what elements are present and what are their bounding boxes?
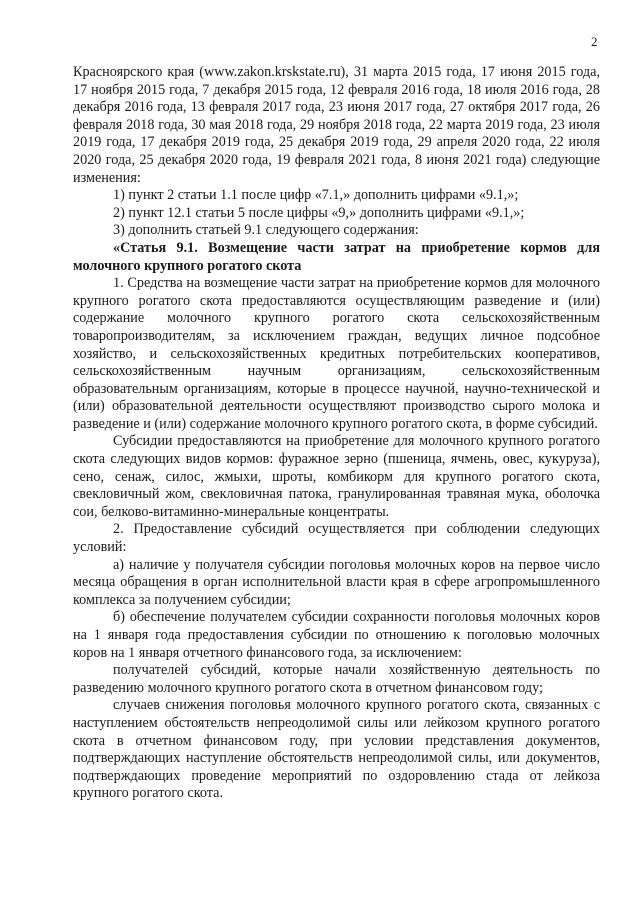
paragraph-continuation: Красноярского края (www.zakon.krskstate.ru), 31 марта 2015 года, 17 июня 2015 года, 17 ноября 2015 года, 7 декабря 2015 года, 12 февраля 2016 года, 18 июля 2016 года, 28 декабря 2016 года, 13 февраля 2017 года, 23 июня 2017 года, 27 октября 2017 года, 26 февраля 2018 года, 30 мая 2018 года, 29 ноября 2018 года, 22 марта 2019 года, 23 июля 2019 года, 17 декабря 2019 года, 25 декабря 2019 года, 29 апреля 2020 года, 22 июля 2020 года, 25 декабря 2020 года, 19 февраля 2021 года, 8 июня 2021 года) следующие изменения:: [73, 64, 600, 186]
page-number: 2: [591, 34, 598, 49]
paragraph-change-3: 3) дополнить статьей 9.1 следующего содержания:: [113, 222, 419, 239]
paragraph-change-2: 2) пункт 12.1 статьи 5 после цифры «9,» дополнить цифрами «9.1,»;: [113, 204, 525, 221]
paragraph-condition-b: б) обеспечение получателем субсидии сохранности поголовья молочных коров на 1 января года предоставления субсидии по отношению к поголовью молочных коров на 1 января отчетного финансового года, за исключением:: [73, 609, 600, 661]
paragraph-condition-a: а) наличие у получателя субсидии поголовья молочных коров на первое число месяца обращения в орган исполнительной власти края в сфере агропромышленного комплекса за получением субсидии;: [73, 556, 600, 608]
paragraph-clause-1: 1. Средства на возмещение части затрат на приобретение кормов для молочного крупного рогатого скота предоставляются осуществляющим разведение и (или) содержание молочного крупного рогатого скота сельскохозяйственным товаропроизводителям, за исключением граждан, ведущих личное подсобное хозяйство, и сельскохозяйственных кредитных потребительских кооперативов, сельскохозяйственным научным организациям, сельскохозяйственным образовательным организациям, которые в процессе научной, научно-технической и (или) образовательной деятельности осуществляют производство сырого молока и разведение и (или) содержание молочного крупного рогатого скота, в форме субсидий.: [73, 275, 600, 432]
paragraph-clause-2: 2. Предоставление субсидий осуществляется при соблюдении следующих условий:: [73, 521, 600, 556]
paragraph-exception-2: случаев снижения поголовья молочного крупного рогатого скота, связанных с наступлением обстоятельств непреодолимой силы или лейкозом крупного рогатого скота в отчетном финансовом году, при условии представления документов, подтверждающих наступление обстоятельств непреодолимой силы, или документов, подтверждающих проведение мероприятий по оздоровлению стада от лейкоза крупного рогатого скота.: [73, 697, 600, 802]
article-heading: «Статья 9.1. Возмещение части затрат на приобретение кормов для молочного крупного рогатого скота: [73, 239, 600, 274]
paragraph-subsidy-feeds: Субсидии предоставляются на приобретение для молочного крупного рогатого скота следующих видов кормов: фуражное зерно (пшеница, ячмень, овес, кукуруза), сено, сенаж, силос, жмыхи, шроты, комбикорм для крупного рогатого скота, свекловичный жом, свекловичная патока, гранулированная травяная мука, оболочка сои, белково-витаминно-минеральные концентраты.: [73, 433, 600, 520]
paragraph-change-1: 1) пункт 2 статьи 1.1 после цифр «7.1,» дополнить цифрами «9.1,»;: [113, 187, 519, 204]
paragraph-exception-1: получателей субсидий, которые начали хозяйственную деятельность по разведению молочного крупного рогатого скота в отчетном финансовом году;: [73, 662, 600, 696]
document-body: [73, 64, 600, 803]
